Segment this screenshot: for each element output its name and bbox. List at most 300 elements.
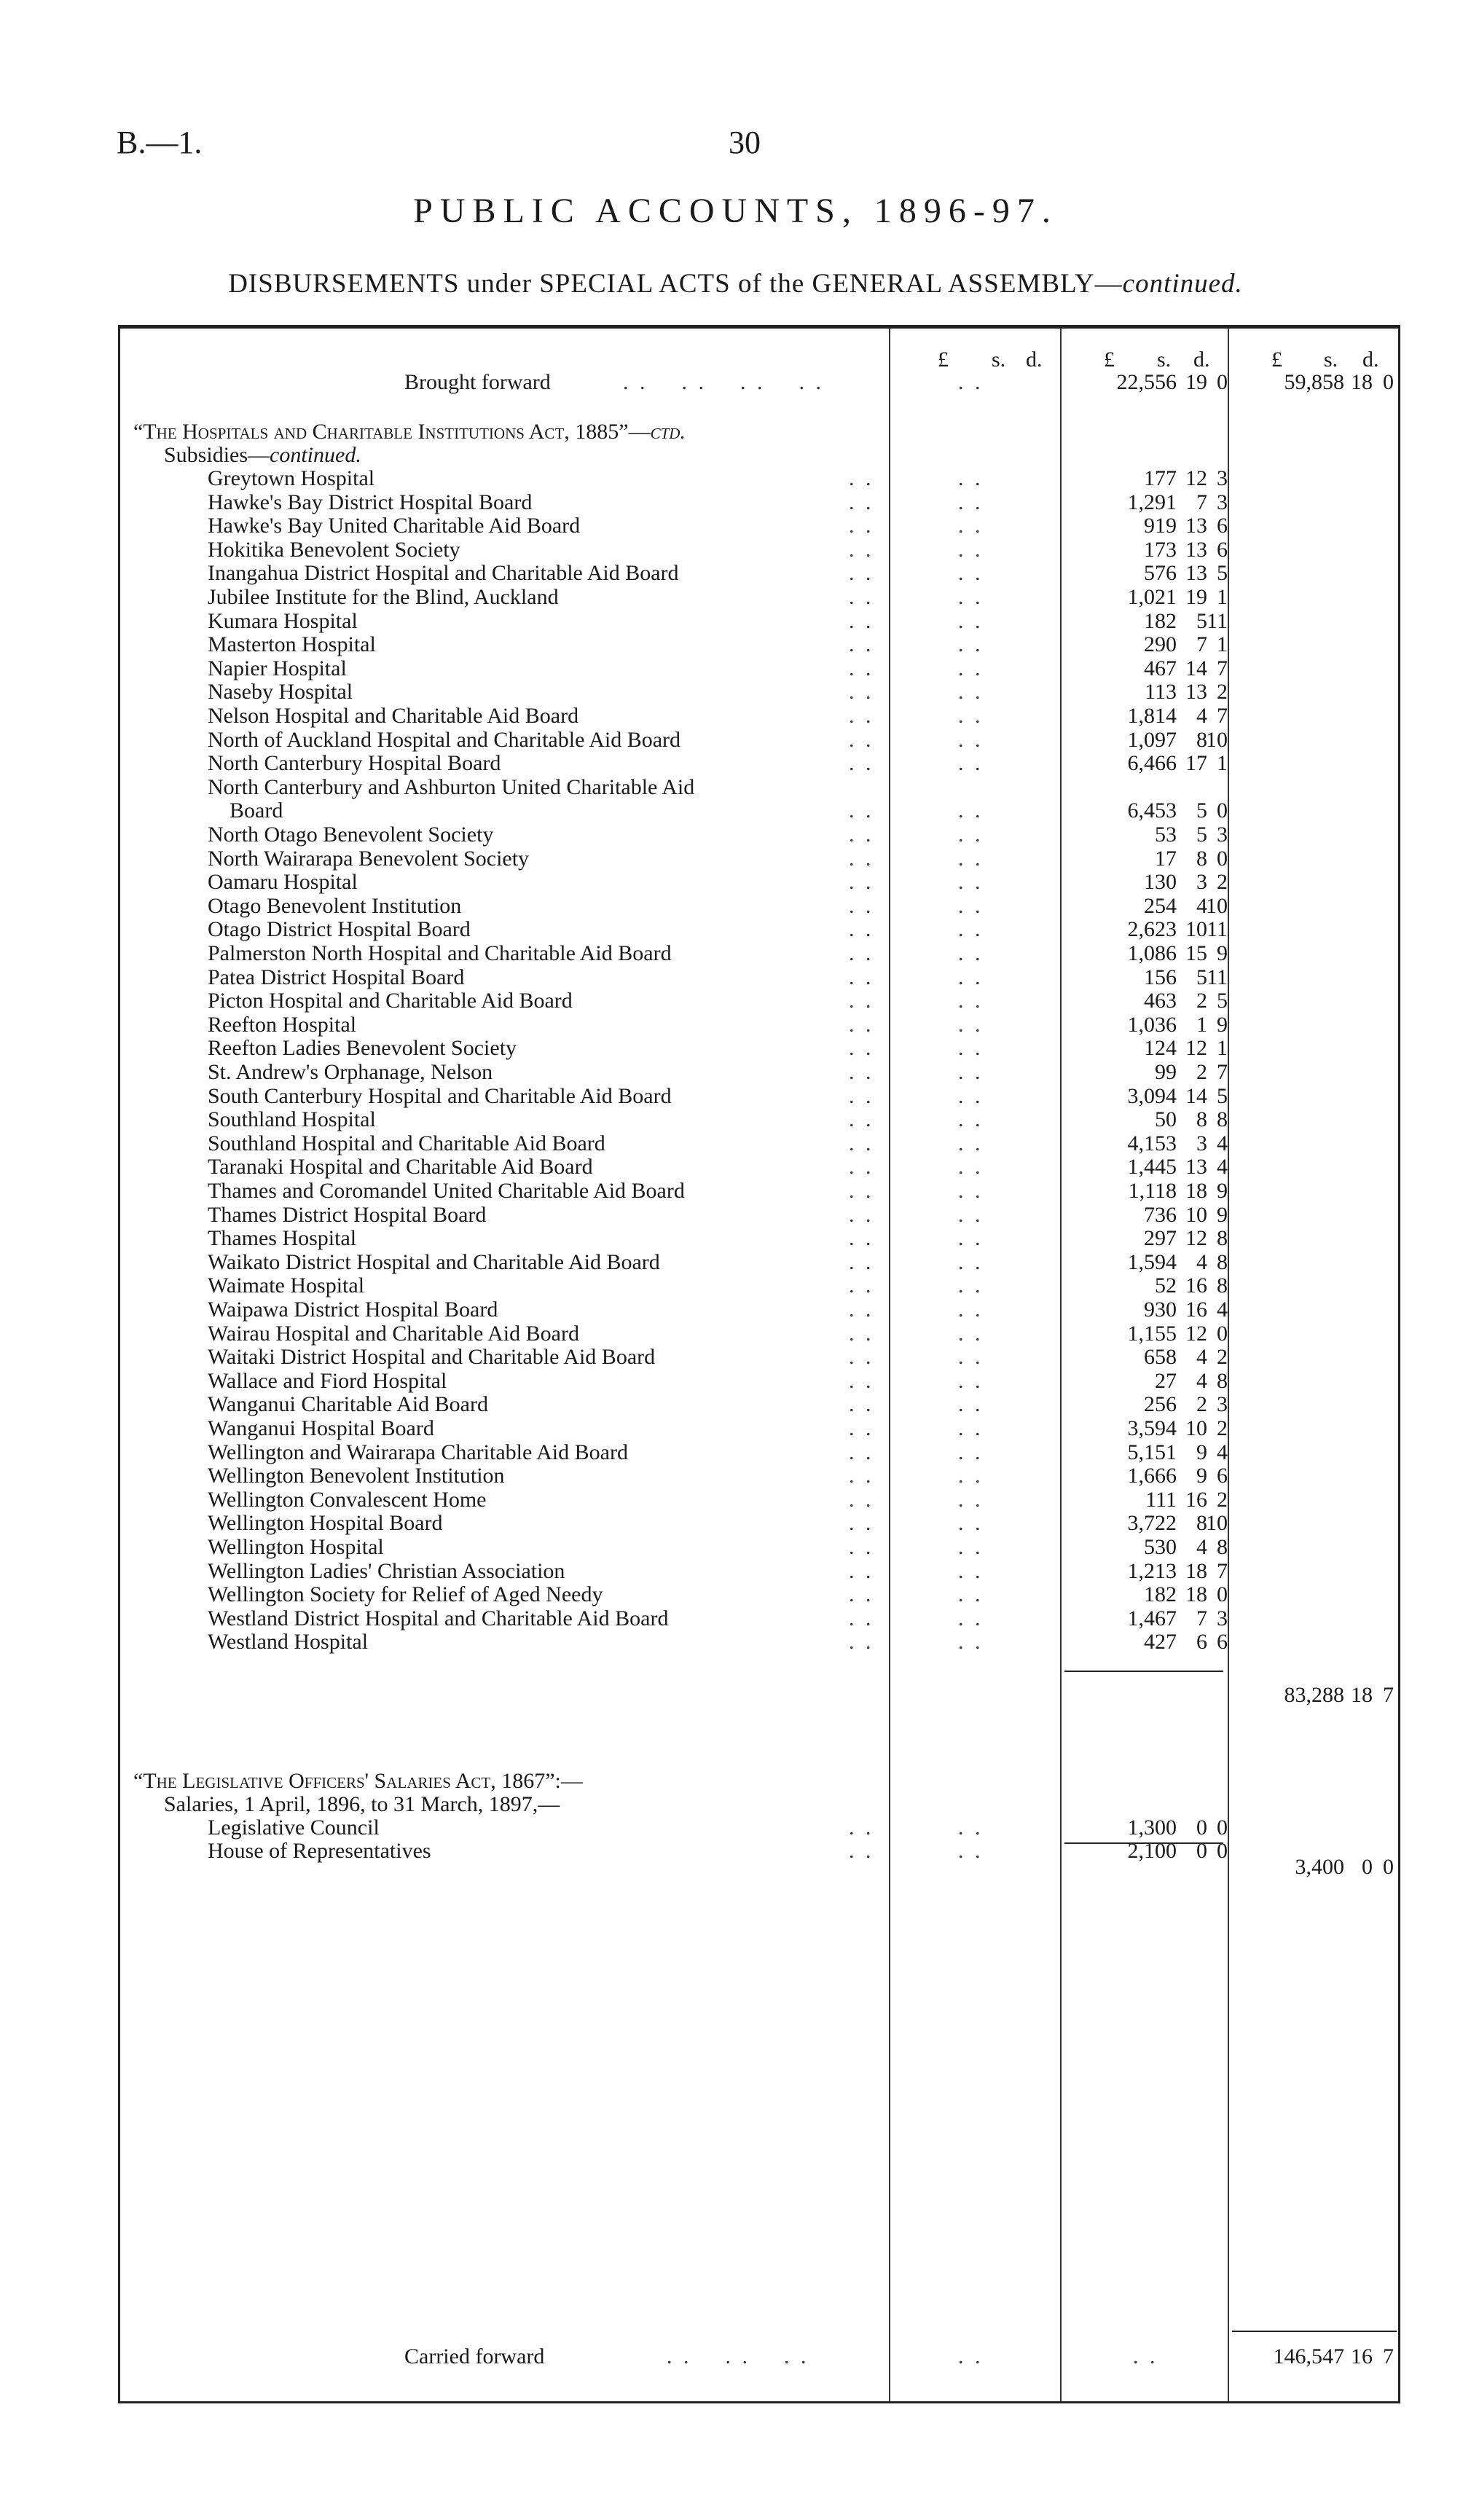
leader-dots: . .	[849, 1249, 874, 1274]
item-amount-pounds: 5,151	[1127, 1440, 1177, 1464]
item-amount-shillings: 12	[1185, 466, 1207, 490]
item-amount-pence: 3	[1217, 1392, 1228, 1417]
item-amount-shillings: 4	[1196, 1345, 1207, 1370]
item-amount-pounds: 1,213	[1127, 1558, 1177, 1583]
leader-dots: . .	[958, 1416, 984, 1440]
leader-dots: . .	[958, 1249, 984, 1274]
item-amount-pence: 0	[1217, 1816, 1228, 1840]
leader-dots: . .	[849, 466, 874, 490]
item-amount-shillings: 6	[1196, 1630, 1207, 1655]
item-amount-shillings: 13	[1185, 1155, 1207, 1179]
item-amount-pence: 0	[1217, 798, 1228, 823]
leader-dots: . .	[849, 1107, 874, 1132]
col1-pounds-header: £	[938, 348, 949, 372]
item-amount-pounds: 113	[1145, 680, 1177, 704]
item-amount-pence: 4	[1217, 1440, 1228, 1464]
item-name: Waimate Hospital	[208, 1273, 365, 1298]
leader-dots: . .	[958, 490, 984, 514]
page-number: 30	[729, 125, 761, 160]
item-name: Thames Hospital	[208, 1226, 357, 1251]
section2-total-rule	[1064, 1842, 1223, 1844]
leader-dots: . .	[958, 1298, 984, 1322]
column-divider-2	[1060, 327, 1062, 2401]
item-amount-pounds: 173	[1144, 537, 1177, 562]
item-amount-pence: 3	[1217, 823, 1228, 847]
item-amount-pounds: 1,097	[1127, 727, 1177, 752]
leader-dots: . .	[849, 1083, 874, 1108]
item-amount-pounds: 1,814	[1127, 704, 1177, 728]
leader-dots: . .	[1133, 2344, 1158, 2368]
carried-forward-shillings: 16	[1351, 2344, 1373, 2368]
leader-dots: . .	[958, 1083, 984, 1108]
item-name: Greytown Hospital	[208, 466, 375, 490]
brought-forward-col3-pence: 0	[1383, 370, 1394, 394]
item-amount-pence: 2	[1217, 1487, 1228, 1512]
item-amount-pence: 8	[1217, 1226, 1228, 1251]
col3-pounds-header: £	[1271, 348, 1282, 372]
item-amount-shillings: 8	[1196, 1511, 1207, 1536]
item-amount-pounds: 182	[1144, 1582, 1177, 1607]
leader-dots: . .	[958, 727, 984, 752]
item-name: Westland Hospital	[208, 1630, 369, 1655]
item-name: Waipawa District Hospital Board	[208, 1298, 498, 1322]
item-name: Southland Hospital	[208, 1107, 376, 1132]
item-amount-pounds: 1,467	[1127, 1606, 1177, 1630]
item-name: Southland Hospital and Charitable Aid Board	[208, 1131, 605, 1155]
leader-dots: . .	[849, 514, 874, 538]
item-name: Wellington Hospital Board	[208, 1511, 443, 1536]
item-amount-shillings: 18	[1185, 1558, 1207, 1583]
leader-dots: . .	[958, 751, 984, 776]
item-amount-pounds: 290	[1144, 632, 1177, 657]
leader-dots: . .	[849, 1816, 874, 1840]
section1-total-pence: 7	[1383, 1683, 1394, 1707]
item-name: Taranaki Hospital and Charitable Aid Board	[208, 1155, 593, 1179]
item-amount-pounds: 1,666	[1127, 1464, 1177, 1488]
item-amount-pence: 2	[1217, 680, 1228, 704]
item-amount-shillings: 13	[1185, 514, 1207, 538]
document-reference: B.—1.	[117, 125, 203, 160]
leader-dots: . .	[849, 1298, 874, 1322]
item-amount-pence: 0	[1217, 1839, 1228, 1863]
item-amount-pence: 9	[1217, 1179, 1228, 1203]
item-amount-pounds: 254	[1144, 893, 1177, 918]
leader-dots: . .	[958, 893, 984, 918]
carried-forward-pounds: 146,547	[1273, 2344, 1344, 2368]
leader-dots: . .	[958, 632, 984, 657]
item-name: Wanganui Hospital Board	[208, 1416, 434, 1440]
item-name: Wellington Society for Relief of Aged Needy	[208, 1582, 603, 1607]
accounts-table	[118, 325, 1400, 2403]
item-name: North Wairarapa Benevolent Society	[208, 846, 530, 871]
item-amount-pounds: 1,021	[1127, 585, 1177, 609]
item-amount-shillings: 3	[1196, 1131, 1207, 1155]
item-amount-shillings: 13	[1185, 561, 1207, 586]
item-name: Patea District Hospital Board	[208, 965, 465, 989]
col3-shillings-header: s.	[1324, 348, 1338, 372]
item-amount-shillings: 7	[1196, 490, 1207, 514]
section-heading-hospitals-act	[133, 420, 686, 444]
section-subheading-salaries: Salaries, 1 April, 1896, to 31 March, 1897,—	[164, 1792, 560, 1816]
item-amount-pounds: 427	[1144, 1630, 1177, 1655]
item-name: Reefton Ladies Benevolent Society	[208, 1036, 517, 1061]
col2-pence-header: d.	[1193, 348, 1210, 372]
item-name: Legislative Council	[208, 1816, 380, 1840]
leader-dots: . .	[849, 1060, 874, 1084]
brought-forward-col3-pounds: 59,858	[1284, 370, 1344, 394]
item-amount-pence: 2	[1217, 1416, 1228, 1440]
item-amount-shillings: 18	[1185, 1582, 1207, 1607]
leader-dots: . .	[849, 1839, 874, 1863]
item-amount-shillings: 9	[1196, 1464, 1207, 1488]
item-amount-shillings: 9	[1196, 1440, 1207, 1464]
leader-dots: . .	[958, 798, 984, 823]
leader-dots: . .	[958, 965, 984, 989]
item-amount-pounds: 27	[1155, 1368, 1177, 1393]
section1-total-rule	[1064, 1671, 1223, 1672]
item-name: Napier Hospital	[208, 656, 347, 680]
column-divider-1	[889, 327, 890, 2401]
leader-dots: . .	[958, 1558, 984, 1583]
item-name: Hawke's Bay District Hospital Board	[208, 490, 533, 514]
item-amount-shillings: 0	[1196, 1839, 1207, 1863]
item-name: Oamaru Hospital	[208, 870, 358, 895]
item-amount-pence: 4	[1217, 1131, 1228, 1155]
item-amount-pence: 7	[1217, 656, 1228, 680]
item-amount-pounds: 50	[1155, 1107, 1177, 1132]
subsidies-continued: continued.	[270, 443, 361, 467]
item-amount-shillings: 18	[1185, 1179, 1207, 1203]
brought-forward-label: Brought forward	[404, 370, 551, 394]
leader-dots: . .	[958, 1131, 984, 1155]
item-amount-shillings: 2	[1196, 989, 1207, 1013]
section-heading-hospitals-act-text: “The Hospitals and Charitable Institutions Act, 1885”—	[133, 420, 651, 444]
leader-dots: . .	[958, 917, 984, 942]
leader-dots: . .	[958, 1012, 984, 1037]
leader-dots: . .	[958, 656, 984, 680]
section2-total-shillings: 0	[1362, 1855, 1373, 1879]
item-name: Palmerston North Hospital and Charitable Aid Board	[208, 941, 672, 965]
col1-pence-header: d.	[1026, 348, 1043, 372]
leader-dots: . .	[958, 1202, 984, 1227]
leader-dots: . .	[849, 1606, 874, 1630]
leader-dots: . .	[958, 823, 984, 847]
item-amount-shillings: 19	[1185, 585, 1207, 609]
leader-dots: . .	[849, 751, 874, 776]
item-amount-pounds: 99	[1155, 1060, 1177, 1084]
item-amount-pounds: 736	[1144, 1202, 1177, 1227]
item-amount-pounds: 256	[1144, 1392, 1177, 1417]
item-amount-pence: 8	[1217, 1273, 1228, 1298]
leader-dots: . .	[958, 1345, 984, 1370]
item-amount-pence: 7	[1217, 1558, 1228, 1583]
item-amount-pounds: 17	[1155, 846, 1177, 871]
item-amount-pence: 8	[1217, 1107, 1228, 1132]
leader-dots: . . . . . . . .	[623, 370, 824, 394]
item-name: Westland District Hospital and Charitable Aid Board	[208, 1606, 669, 1630]
item-name: South Canterbury Hospital and Charitable Aid Board	[208, 1083, 672, 1108]
leader-dots: . .	[849, 656, 874, 680]
leader-dots: . .	[958, 1107, 984, 1132]
item-name: North of Auckland Hospital and Charitable Aid Board	[208, 727, 681, 752]
item-amount-pence: 10	[1206, 1511, 1228, 1536]
item-amount-pence: 1	[1217, 751, 1228, 776]
leader-dots: . .	[849, 1155, 874, 1179]
item-amount-pounds: 1,118	[1128, 1179, 1177, 1203]
item-amount-shillings: 8	[1196, 846, 1207, 871]
item-amount-shillings: 17	[1185, 751, 1207, 776]
item-amount-pounds: 930	[1144, 1298, 1177, 1322]
item-amount-pounds: 3,094	[1127, 1083, 1177, 1108]
item-amount-shillings: 16	[1185, 1298, 1207, 1322]
item-amount-pounds: 177	[1144, 466, 1177, 490]
item-amount-pence: 6	[1217, 1464, 1228, 1488]
leader-dots: . .	[849, 561, 874, 586]
leader-dots: . .	[958, 1060, 984, 1084]
leader-dots: . .	[958, 870, 984, 895]
item-amount-pounds: 1,594	[1127, 1249, 1177, 1274]
page-subtitle	[0, 268, 1471, 299]
item-name: Inangahua District Hospital and Charitable Aid Board	[208, 561, 679, 586]
item-amount-shillings: 2	[1196, 1392, 1207, 1417]
column-divider-3	[1228, 327, 1229, 2401]
item-amount-pounds: 130	[1144, 870, 1177, 895]
leader-dots: . .	[849, 823, 874, 847]
section-heading-hospitals-act-suffix: ctd.	[650, 420, 686, 444]
leader-dots: . .	[849, 1511, 874, 1536]
leader-dots: . .	[849, 1321, 874, 1346]
leader-dots: . .	[849, 1179, 874, 1203]
item-name: Wallace and Fiord Hospital	[208, 1368, 447, 1393]
leader-dots: . .	[849, 1226, 874, 1251]
leader-dots: . .	[958, 2344, 984, 2368]
item-amount-pounds: 658	[1144, 1345, 1177, 1370]
item-amount-pence: 7	[1217, 1060, 1228, 1084]
leader-dots: . .	[958, 941, 984, 965]
item-name: Wellington and Wairarapa Charitable Aid Board	[208, 1440, 628, 1464]
item-amount-shillings: 10	[1185, 1202, 1207, 1227]
item-amount-shillings: 12	[1185, 1226, 1207, 1251]
leader-dots: . .	[849, 1392, 874, 1417]
leader-dots: . .	[958, 1155, 984, 1179]
leader-dots: . .	[849, 798, 874, 823]
item-amount-shillings: 16	[1185, 1487, 1207, 1512]
item-amount-pence: 2	[1217, 1345, 1228, 1370]
leader-dots: . .	[958, 561, 984, 586]
item-amount-shillings: 7	[1196, 1606, 1207, 1630]
item-amount-pounds: 919	[1144, 514, 1177, 538]
leader-dots: . .	[958, 1630, 984, 1655]
item-amount-shillings: 8	[1196, 727, 1207, 752]
leader-dots: . .	[849, 1131, 874, 1155]
leader-dots: . .	[849, 1487, 874, 1512]
section-subheading-subsidies	[164, 444, 361, 467]
item-amount-shillings: 15	[1185, 941, 1207, 965]
leader-dots: . .	[849, 941, 874, 965]
item-amount-pence: 8	[1217, 1535, 1228, 1559]
leader-dots: . .	[958, 846, 984, 871]
col2-shillings-header: s.	[1157, 348, 1172, 372]
item-amount-pence: 6	[1217, 1630, 1228, 1655]
leader-dots: . .	[958, 1440, 984, 1464]
item-amount-pence: 3	[1217, 466, 1228, 490]
item-amount-pounds: 463	[1144, 989, 1177, 1013]
item-amount-shillings: 10	[1185, 917, 1207, 942]
item-amount-pence: 11	[1207, 917, 1228, 942]
item-amount-pounds: 53	[1155, 823, 1177, 847]
leader-dots: . .	[849, 1202, 874, 1227]
item-amount-pounds: 52	[1155, 1273, 1177, 1298]
leader-dots: . .	[958, 608, 984, 633]
leader-dots: . .	[849, 1416, 874, 1440]
item-amount-pounds: 576	[1144, 561, 1177, 586]
leader-dots: . .	[958, 1273, 984, 1298]
item-amount-pence: 4	[1217, 1155, 1228, 1179]
item-amount-pounds: 4,153	[1127, 1131, 1177, 1155]
item-name: Kumara Hospital	[208, 608, 358, 633]
item-amount-pounds: 1,291	[1127, 490, 1177, 514]
item-amount-shillings: 16	[1185, 1273, 1207, 1298]
item-amount-shillings: 12	[1185, 1036, 1207, 1061]
item-amount-pounds: 3,594	[1127, 1416, 1177, 1440]
item-name: Jubilee Institute for the Blind, Auckland	[208, 585, 559, 609]
item-amount-pence: 5	[1217, 1083, 1228, 1108]
leader-dots: . .	[849, 704, 874, 728]
leader-dots: . .	[958, 1487, 984, 1512]
item-amount-shillings: 14	[1185, 656, 1207, 680]
section2-total-pounds: 3,400	[1295, 1855, 1344, 1879]
leader-dots: . .	[958, 1226, 984, 1251]
leader-dots: . .	[958, 1464, 984, 1488]
table-top-rule	[118, 327, 1400, 329]
leader-dots: . .	[958, 1839, 984, 1863]
col1-shillings-header: s.	[992, 348, 1006, 372]
item-name: Thames and Coromandel United Charitable Aid Board	[208, 1179, 685, 1203]
carried-forward-pence: 7	[1383, 2344, 1394, 2368]
item-name: Board	[230, 798, 283, 823]
item-amount-pounds: 6,453	[1127, 798, 1177, 823]
item-amount-pounds: 2,623	[1127, 917, 1177, 942]
col3-pence-header: d.	[1362, 348, 1379, 372]
item-name: Wanganui Charitable Aid Board	[208, 1392, 488, 1417]
item-amount-pence: 4	[1217, 1298, 1228, 1322]
leader-dots: . .	[849, 585, 874, 609]
leader-dots: . .	[849, 846, 874, 871]
leader-dots: . .	[849, 1345, 874, 1370]
item-amount-shillings: 10	[1185, 1416, 1207, 1440]
item-amount-pounds: 1,445	[1127, 1155, 1177, 1179]
leader-dots: . .	[958, 1179, 984, 1203]
item-amount-pence: 9	[1217, 941, 1228, 965]
leader-dots: . .	[958, 514, 984, 538]
item-amount-shillings: 4	[1196, 1368, 1207, 1393]
item-name: Wellington Benevolent Institution	[208, 1464, 505, 1488]
item-name: Thames District Hospital Board	[208, 1202, 487, 1227]
item-amount-shillings: 5	[1196, 965, 1207, 989]
brought-forward-col2-pounds: 22,556	[1116, 370, 1177, 394]
carried-forward-rule	[1232, 2331, 1397, 2332]
item-name: Reefton Hospital	[208, 1012, 357, 1037]
item-name: Wellington Ladies' Christian Association	[208, 1558, 565, 1583]
leader-dots: . .	[849, 1273, 874, 1298]
item-amount-shillings: 13	[1185, 537, 1207, 562]
item-amount-pounds: 297	[1144, 1226, 1177, 1251]
item-amount-pounds: 3,722	[1127, 1511, 1177, 1536]
leader-dots: . .	[849, 893, 874, 918]
subtitle-continued: continued.	[1122, 269, 1243, 299]
item-name: Otago District Hospital Board	[208, 917, 471, 942]
leader-dots: . .	[849, 1464, 874, 1488]
leader-dots: . .	[958, 537, 984, 562]
item-name: Picton Hospital and Charitable Aid Board	[208, 989, 573, 1013]
item-name: Wellington Hospital	[208, 1535, 384, 1559]
leader-dots: . .	[958, 704, 984, 728]
leader-dots: . .	[849, 680, 874, 704]
item-name: North Otago Benevolent Society	[208, 823, 494, 847]
leader-dots: . .	[849, 917, 874, 942]
leader-dots: . .	[958, 1368, 984, 1393]
item-amount-pence: 3	[1217, 490, 1228, 514]
leader-dots: . .	[958, 1582, 984, 1607]
item-amount-pounds: 182	[1144, 608, 1177, 633]
item-amount-shillings: 13	[1185, 680, 1207, 704]
item-amount-shillings: 5	[1196, 823, 1207, 847]
item-amount-shillings: 4	[1196, 1535, 1207, 1559]
item-amount-pence: 0	[1217, 1321, 1228, 1346]
item-amount-pounds: 2,100	[1127, 1839, 1177, 1863]
item-amount-pounds: 530	[1144, 1535, 1177, 1559]
item-amount-pounds: 1,300	[1127, 1816, 1177, 1840]
leader-dots: . .	[958, 370, 984, 394]
item-amount-pence: 8	[1217, 1249, 1228, 1274]
leader-dots: . .	[849, 965, 874, 989]
carried-forward-label: Carried forward	[404, 2344, 545, 2368]
leader-dots: . .	[849, 1012, 874, 1037]
item-amount-shillings: 2	[1196, 1060, 1207, 1084]
leader-dots: . .	[849, 632, 874, 657]
item-name: House of Representatives	[208, 1839, 431, 1863]
subsidies-label: Subsidies—	[164, 443, 270, 467]
leader-dots: . .	[849, 727, 874, 752]
item-amount-pounds: 1,036	[1127, 1012, 1177, 1037]
leader-dots: . .	[849, 870, 874, 895]
section-heading-legislative-act: “The Legislative Officers' Salaries Act, 1867”:—	[133, 1769, 583, 1793]
item-amount-shillings: 1	[1196, 1012, 1207, 1037]
item-name: Nelson Hospital and Charitable Aid Board	[208, 704, 579, 728]
item-amount-shillings: 4	[1196, 704, 1207, 728]
leader-dots: . .	[958, 1321, 984, 1346]
leader-dots: . .	[958, 680, 984, 704]
item-name: Waitaki District Hospital and Charitable Aid Board	[208, 1345, 656, 1370]
section2-total-pence: 0	[1383, 1855, 1394, 1879]
item-name: North Canterbury Hospital Board	[208, 751, 501, 776]
leader-dots: . .	[849, 537, 874, 562]
item-amount-shillings: 5	[1196, 608, 1207, 633]
leader-dots: . .	[849, 1440, 874, 1464]
leader-dots: . .	[849, 1558, 874, 1583]
item-amount-pence: 5	[1217, 989, 1228, 1013]
item-amount-pence: 8	[1217, 1368, 1228, 1393]
item-amount-pence: 6	[1217, 537, 1228, 562]
brought-forward-col2-pence: 0	[1217, 370, 1228, 394]
leader-dots: . .	[958, 1511, 984, 1536]
item-name: North Canterbury and Ashburton United Charitable Aid	[208, 774, 695, 799]
item-name: Masterton Hospital	[208, 632, 376, 657]
item-amount-pounds: 6,466	[1127, 751, 1177, 776]
leader-dots: . . . . . .	[667, 2344, 809, 2368]
section1-total-pounds: 83,288	[1284, 1683, 1344, 1707]
leader-dots: . .	[849, 989, 874, 1013]
